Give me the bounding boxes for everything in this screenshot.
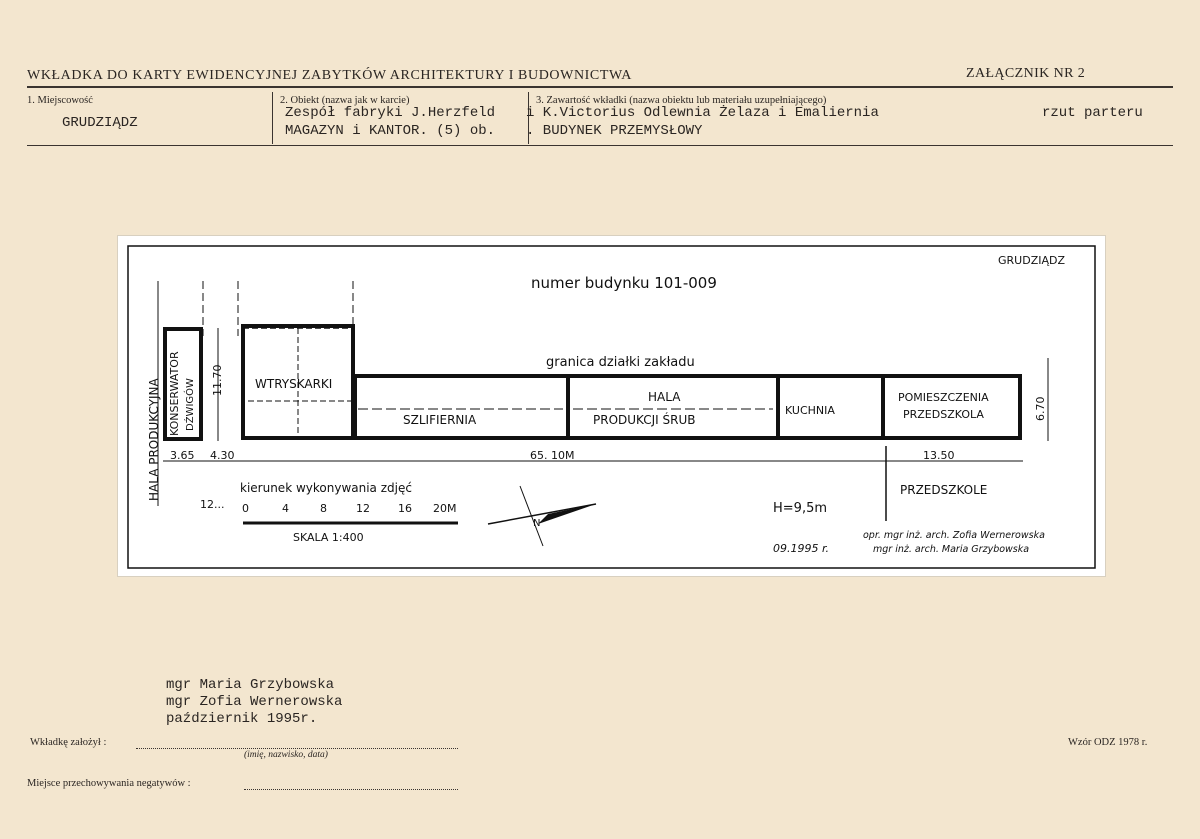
locality-label: 1. Miejscowość (27, 95, 93, 106)
dim-total: 65. 10M (530, 449, 575, 462)
hall-production-label: HALA PRODUKCYJNA (147, 378, 161, 501)
author-date: październik 1995r. (166, 711, 318, 727)
object-label: 2. Obiekt (nazwa jak w karcie) (280, 95, 410, 106)
inserted-by-line (136, 748, 458, 749)
author-1: mgr Maria Grzybowska (166, 677, 335, 693)
floor-plan-photo (118, 236, 1105, 576)
author-2: mgr Zofia Wernerowska (166, 694, 343, 710)
content-line-1: i K.Victorius Odlewnia Żelaza i Emaliernia (526, 105, 879, 121)
preschool-rooms-label-2: PRZEDSZKOLA (903, 408, 984, 421)
scale-tick: 16 (398, 502, 412, 515)
kitchen-label: KUCHNIA (785, 404, 835, 417)
annex-number: ZAŁĄCZNIK NR 2 (966, 66, 1086, 81)
field-separator (272, 92, 273, 144)
scale-tick: 12 (356, 502, 370, 515)
inserted-by-label: Wkładkę założył : (30, 737, 107, 748)
height-value: H=9,5m (773, 501, 828, 516)
building-number: numer budynku 101-009 (531, 274, 717, 292)
dim-2: 4.30 (210, 449, 235, 462)
storage-label: Miejsce przechowywania negatywów : (27, 778, 191, 789)
dim-right: 13.50 (923, 449, 955, 462)
plan-city: GRUDZIĄDZ (998, 254, 1065, 267)
floor-plan (118, 236, 1105, 576)
injection-label: WTRYSKARKI (255, 377, 333, 391)
plot-boundary-label: granica działki zakładu (546, 355, 695, 370)
conservator-label: KONSERWATOR (168, 351, 181, 436)
scale-tick: 4 (282, 502, 289, 515)
scale-label: SKALA 1:400 (293, 531, 364, 544)
scale-tick: 0 (242, 502, 249, 515)
storage-line (244, 789, 458, 790)
form-title: WKŁADKA DO KARTY EWIDENCYJNEJ ZABYTKÓW ARCHITEKTURY I BUDOWNICTWA (27, 68, 632, 83)
inserted-by-hint: (imię, nazwisko, data) (244, 750, 328, 760)
content-line-2: . BUDYNEK PRZEMYSŁOWY (526, 123, 703, 139)
credits-2: mgr inż. arch. Maria Grzybowska (873, 544, 1030, 555)
main-building (355, 376, 1020, 438)
template-version: Wzór ODZ 1978 r. (1068, 737, 1148, 748)
credits-1: opr. mgr inż. arch. Zofia Wernerowska (863, 530, 1045, 541)
plan-frame (128, 246, 1095, 568)
north-label: N (533, 518, 541, 529)
plan-date: 09.1995 r. (773, 542, 829, 555)
object-line-2: MAGAZYN i KANTOR. (5) ob. (285, 123, 496, 139)
photo-number: 12... (200, 498, 225, 511)
scale-tick: 8 (320, 502, 327, 515)
screw-production-label: PRODUKCJI ŚRUB (593, 413, 696, 427)
hall-label: HALA (648, 390, 681, 404)
grinding-label: SZLIFIERNIA (403, 413, 477, 427)
object-line-1: Zespół fabryki J.Herzfeld (285, 105, 496, 121)
dim-height-left: 11.70 (211, 364, 224, 396)
photo-direction-label: kierunek wykonywania zdjęć (240, 481, 412, 495)
locality-value: GRUDZIĄDZ (62, 115, 138, 131)
fields-rule (27, 145, 1173, 146)
preschool-label: PRZEDSZKOLE (900, 483, 988, 497)
header-rule (27, 86, 1173, 88)
scale-tick: 20M (433, 502, 457, 515)
content-note: rzut parteru (1042, 105, 1143, 121)
dim-1: 3.65 (170, 449, 195, 462)
scale-ticks (242, 502, 457, 515)
content-label: 3. Zawartość wkładki (nazwa obiektu lub materiału uzupełniającego) (536, 95, 827, 106)
cranes-label: DŹWIGÓW (185, 378, 196, 431)
dim-height-right: 6.70 (1034, 396, 1047, 421)
preschool-rooms-label-1: POMIESZCZENIA (898, 391, 989, 404)
